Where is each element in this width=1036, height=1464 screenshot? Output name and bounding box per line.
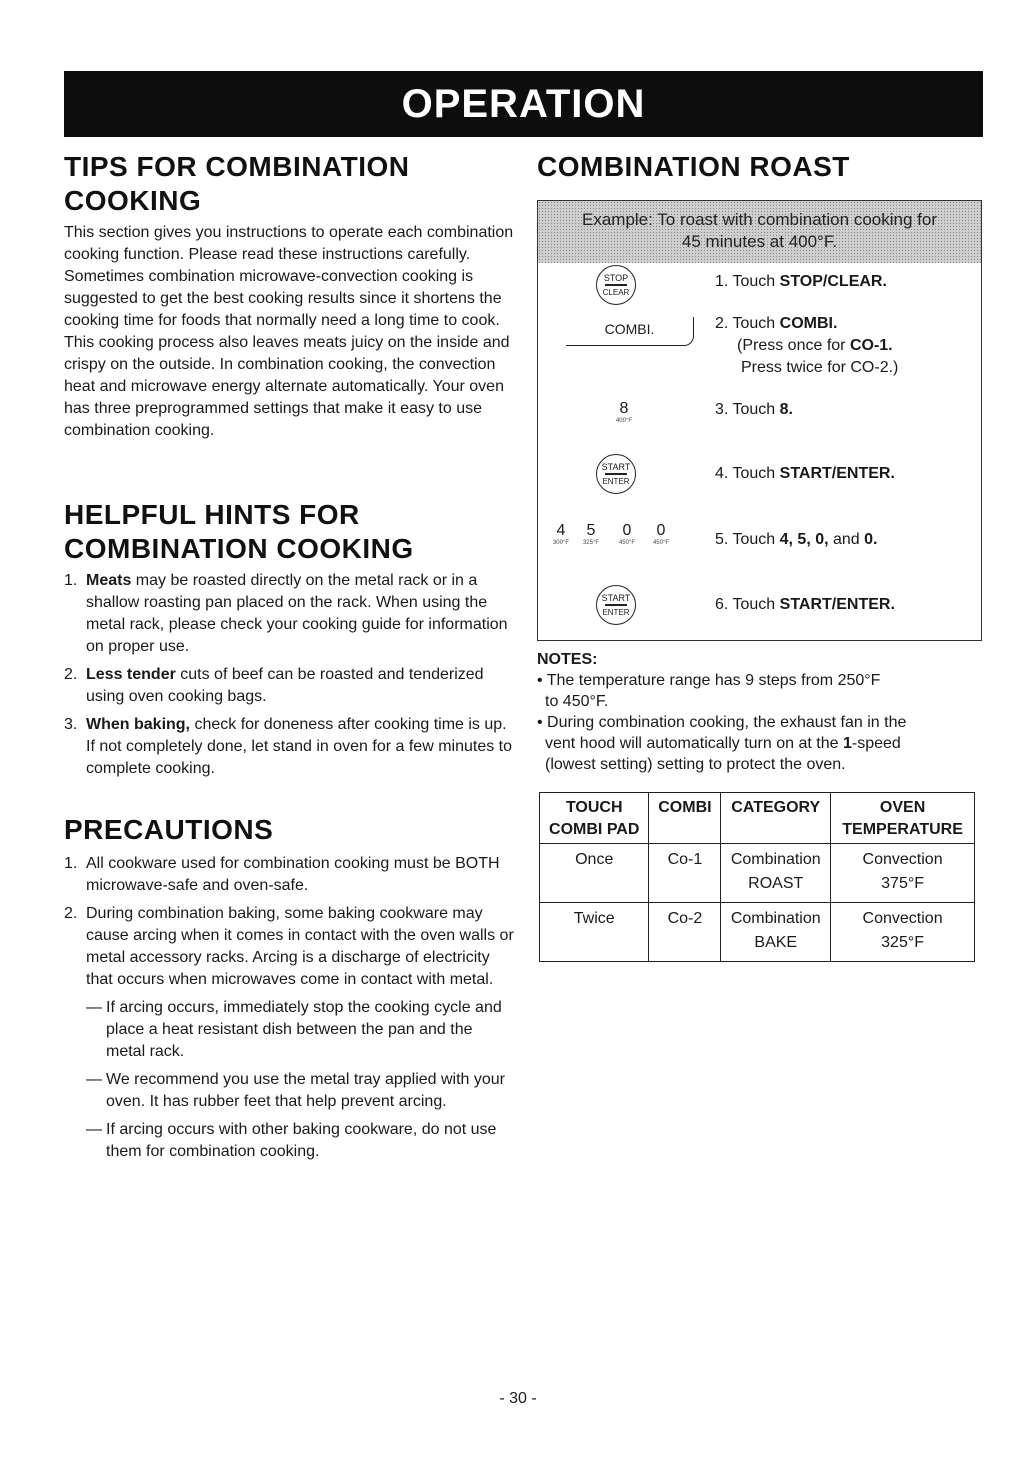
- example-line2: 45 minutes at 400°F.: [681, 232, 838, 251]
- pad-divider: [605, 473, 627, 475]
- step-6: [715, 594, 895, 616]
- cell-line2: ROAST: [748, 875, 804, 892]
- list-item: [64, 714, 514, 780]
- key-4: [548, 523, 574, 547]
- step-2: [715, 313, 837, 335]
- step-prefix: 4. Touch: [715, 465, 780, 482]
- pad-label-top: STOP: [603, 273, 629, 283]
- step-key: STOP/CLEAR.: [779, 273, 887, 290]
- key-0: [648, 523, 674, 547]
- notes-section: [537, 649, 977, 775]
- key-number: 0: [656, 522, 666, 539]
- note-bold: 1: [842, 735, 852, 752]
- step-prefix: 1. Touch: [715, 273, 780, 290]
- dash-text: If arcing occurs, immediately stop the cooking cycle and place a heat resistant dish between the pan and the metal rack.: [106, 999, 502, 1060]
- cell-line1: Combination: [730, 851, 821, 868]
- hints-title-line1: HELPFUL HINTS FOR: [64, 499, 360, 530]
- pad-label-top: START: [601, 593, 631, 603]
- dash-item: [64, 1119, 514, 1163]
- start-enter-pad: [596, 585, 636, 625]
- note-text: -speed: [851, 735, 901, 752]
- dash-text: If arcing occurs with other baking cookware, do not use them for combination cooking.: [106, 1121, 497, 1160]
- key-number: 5: [586, 522, 596, 539]
- step-prefix: 3. Touch: [715, 401, 780, 418]
- pad-label-bottom: CLEAR: [602, 288, 630, 297]
- item-text: All cookware used for combination cooking must be BOTH microwave-safe and oven-safe.: [86, 855, 500, 894]
- start-enter-pad: [596, 454, 636, 494]
- cell-category: [721, 903, 831, 962]
- key-temperature: 400°F: [615, 418, 633, 424]
- note-item: • The temperature range has 9 steps from 250°F: [537, 672, 881, 689]
- page-banner: OPERATION: [64, 71, 983, 137]
- cell-pad: Twice: [540, 903, 649, 962]
- pad-label-bottom: ENTER: [602, 477, 630, 486]
- key-number: 4: [556, 522, 566, 539]
- example-line1: Example: To roast with combination cooking for: [582, 210, 937, 229]
- key-temperature: 325°F: [582, 540, 600, 546]
- combi-key-label: COMBI.: [604, 321, 655, 337]
- step-key: 0.: [864, 531, 878, 548]
- list-item: [64, 853, 514, 897]
- header-line2: COMBI PAD: [549, 821, 640, 838]
- hints-title: [64, 498, 514, 566]
- item-bold: Meats: [86, 572, 132, 589]
- cell-combi: Co-2: [649, 903, 721, 962]
- dash-item: [64, 997, 514, 1063]
- cell-line1: Convection: [862, 910, 943, 927]
- item-text: cuts of beef can be roasted and tenderized using oven cooking bags.: [86, 666, 484, 705]
- step-prefix: 5. Touch: [715, 531, 780, 548]
- header-line2: TEMPERATURE: [842, 821, 963, 838]
- tips-section: [64, 150, 514, 442]
- tips-title: [64, 150, 514, 218]
- step-key: COMBI.: [779, 315, 838, 332]
- note-item-cont: [537, 733, 977, 754]
- item-number: 1.: [64, 572, 78, 589]
- roast-instructions-box: [537, 200, 982, 641]
- pad-label-top: START: [601, 462, 631, 472]
- cell-temperature: [831, 844, 975, 903]
- item-number: 1.: [64, 855, 78, 872]
- roast-title: COMBINATION ROAST: [537, 151, 850, 182]
- cell-line1: Convection: [862, 851, 943, 868]
- step-1: [715, 271, 887, 293]
- step-2-note-2: Press twice for CO-2.): [741, 359, 899, 376]
- hints-list: [64, 570, 514, 780]
- item-number: 2.: [64, 905, 78, 922]
- notes-title: NOTES:: [537, 651, 598, 668]
- key-temperature: 450°F: [618, 540, 636, 546]
- header-category: [721, 793, 831, 844]
- key-temperature: 450°F: [652, 540, 670, 546]
- note-text: vent hood will automatically turn on at the: [545, 735, 843, 752]
- item-text: During combination baking, some baking cookware may cause arcing when it comes in contact with the oven walls or metal accessory racks. Arcing is a discharge of electricity that occurs when microwaves come in contact with metal.: [86, 905, 514, 988]
- list-item: [64, 664, 514, 708]
- header-line1: COMBI: [658, 799, 712, 816]
- key-0: [614, 523, 640, 547]
- hints-title-line2: COMBINATION COOKING: [64, 533, 414, 564]
- combi-table: [539, 792, 975, 962]
- tips-title-line1: TIPS FOR COMBINATION: [64, 151, 410, 182]
- header-combi: [649, 793, 721, 844]
- tips-title-line2: COOKING: [64, 185, 202, 216]
- cell-category: [721, 844, 831, 903]
- note-prefix: (Press once for: [737, 337, 850, 354]
- cell-line2: 375°F: [881, 875, 925, 892]
- step-5: [715, 529, 878, 551]
- table-row: [540, 903, 975, 962]
- key-temperature: 300°F: [552, 540, 570, 546]
- table-header-row: [540, 793, 975, 844]
- cell-line2: 325°F: [881, 934, 925, 951]
- step-key: START/ENTER.: [779, 465, 895, 482]
- header-line1: TOUCH: [565, 799, 623, 816]
- note-item-cont: to 450°F.: [545, 693, 609, 710]
- key-5: [578, 523, 604, 547]
- item-bold: Less tender: [86, 666, 176, 683]
- cell-line1: Combination: [730, 910, 821, 927]
- item-text: may be roasted directly on the metal rack or in a shallow roasting pan placed on the rack. When using the metal rack, please check your cooking guide for information on proper use.: [86, 572, 508, 655]
- pad-label-bottom: ENTER: [602, 608, 630, 617]
- hints-section: [64, 498, 514, 786]
- dash-mark: —: [86, 999, 102, 1016]
- cell-temperature: [831, 903, 975, 962]
- cell-line2: BAKE: [754, 934, 798, 951]
- step-prefix: 6. Touch: [715, 596, 780, 613]
- tips-body: This section gives you instructions to operate each combination cooking function. Please read these instructions carefully. Sometimes combination microwave-convection cooking is suggested to get the best cooking results since it shortens the cooking time for foods that normally need a long time to cook. This cooking process also leaves meats juicy on the inside and crispy on the outside. In combination cooking, the convection heat and microwave energy alternate automatically. Your oven has three preprogrammed settings that make it easy to use combination cooking.: [64, 224, 514, 439]
- note-item-cont: (lowest setting) setting to protect the oven.: [545, 756, 846, 773]
- page-number: - 30 -: [499, 1390, 537, 1407]
- step-prefix: 2. Touch: [715, 315, 780, 332]
- precautions-title: PRECAUTIONS: [64, 814, 274, 845]
- cell-pad: Once: [540, 844, 649, 903]
- table-row: [540, 844, 975, 903]
- header-line1: CATEGORY: [731, 799, 821, 816]
- dash-mark: —: [86, 1071, 102, 1088]
- item-number: 2.: [64, 666, 78, 683]
- header-line1: OVEN: [879, 799, 926, 816]
- step-key: 8.: [779, 401, 793, 418]
- cell-combi: Co-1: [649, 844, 721, 903]
- key-number: 8: [619, 400, 629, 417]
- header-touch-combi-pad: [540, 793, 649, 844]
- list-item: [64, 903, 514, 991]
- item-bold: When baking,: [86, 716, 190, 733]
- pad-divider: [605, 284, 627, 286]
- step-key: START/ENTER.: [779, 596, 895, 613]
- stop-clear-pad: [596, 265, 636, 305]
- dash-text: We recommend you use the metal tray applied with your oven. It has rubber feet that help prevent arcing.: [106, 1071, 506, 1110]
- step-key: 4, 5, 0,: [779, 531, 829, 548]
- note-item: • During combination cooking, the exhaust fan in the: [537, 714, 907, 731]
- pad-divider: [605, 604, 627, 606]
- step-4: [715, 463, 895, 485]
- step-joiner: and: [828, 531, 865, 548]
- item-text: check for doneness after cooking time is up. If not completely done, let stand in oven for a few minutes to complete cooking.: [86, 716, 513, 777]
- note-key: CO-1.: [849, 337, 893, 354]
- precautions-section: [64, 813, 514, 1169]
- item-number: 3.: [64, 716, 78, 733]
- combi-key: [566, 317, 694, 346]
- dash-item: [64, 1069, 514, 1113]
- step-3: [715, 399, 793, 421]
- header-oven-temperature: [831, 793, 975, 844]
- step-2-note-1: [737, 335, 893, 357]
- precautions-list: [64, 853, 514, 991]
- example-banner: [538, 201, 981, 263]
- dash-mark: —: [86, 1121, 102, 1138]
- key-number: 0: [622, 522, 632, 539]
- list-item: [64, 570, 514, 658]
- key-8: [612, 401, 636, 425]
